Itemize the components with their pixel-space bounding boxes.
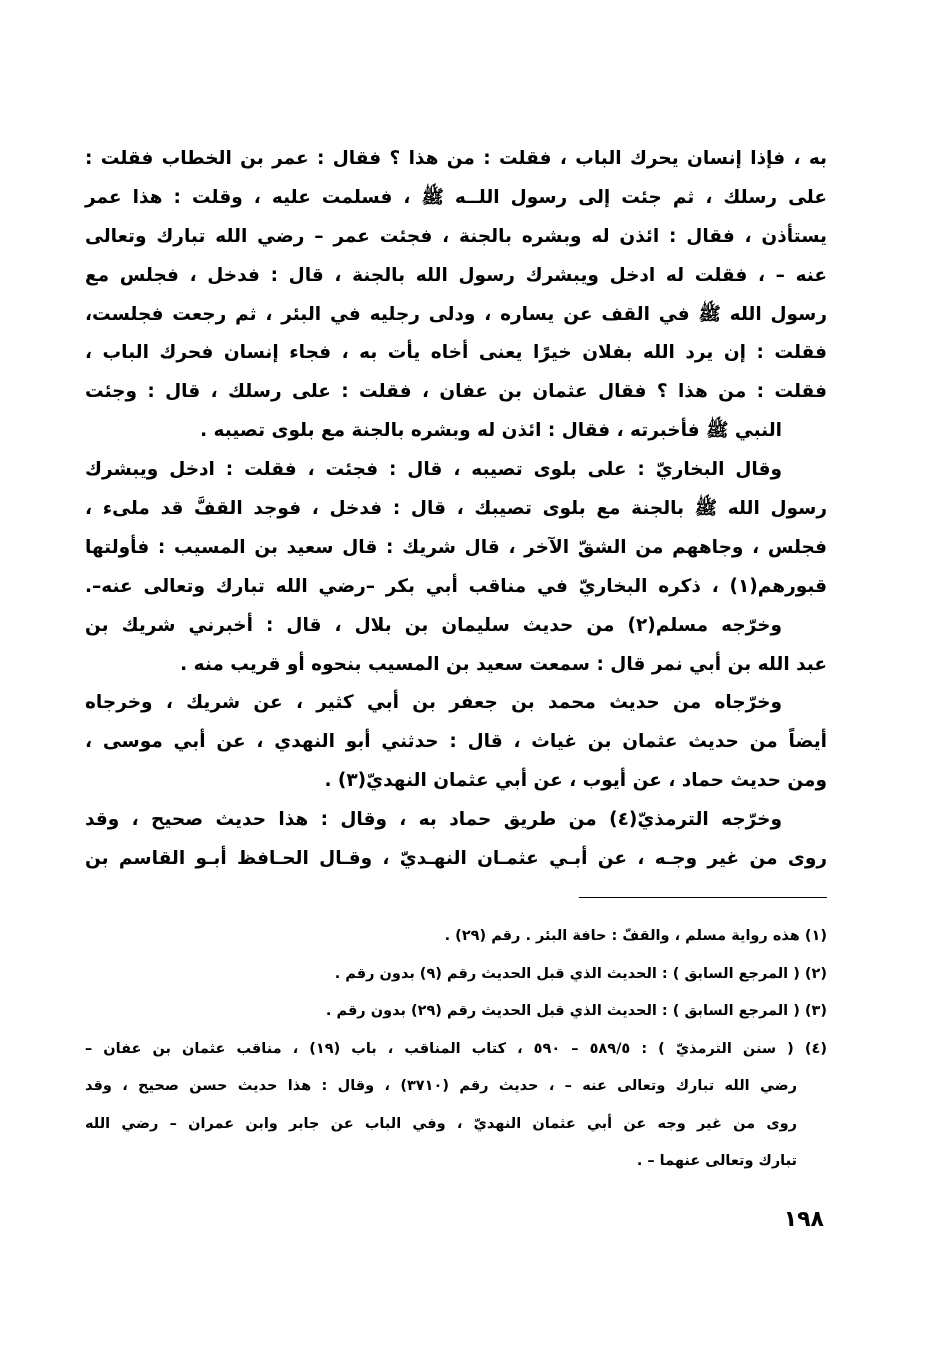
footnote-2: (٢) ( المرجع السابق ) : الحديث الذي قبل الحديث رقم (٩) بدون رقم .: [334, 965, 827, 982]
footnote-3: (٣) ( المرجع السابق ) : الحديث الذي قبل الحديث رقم (٢٩) بدون رقم .: [325, 1003, 827, 1019]
footnotes: [85, 918, 827, 1181]
footnote-4-continued: روى من غير وجه عن أبي عثمان النهديّ ، وفي الباب عن جابر وابن عمران – رضي الله: [85, 1115, 797, 1132]
footnote-4-continued: تبارك وتعالى عنهما – .: [636, 1153, 797, 1169]
text-line: يستأذن ، فقال : ائذن له وبشره بالجنة ، فجئت عمر – رضي الله تبارك وتعالى: [85, 225, 827, 247]
text-line: رسول الله ﷺ بالجنة مع بلوى تصيبك ، قال : فدخل ، فوجد القفَّ قد ملىء ،: [85, 498, 827, 520]
text-line: وخرّجاه من حديث محمد بن جعفر بن أبي كثير ، عن شريك ، وخرجاه: [85, 692, 782, 714]
text-line: فقلت : من هذا ؟ فقال عثمان بن عفان ، فقلت : على رسلك ، قال : وجئت: [85, 381, 827, 403]
text-line: قبورهم(١) ، ذكره البخاريّ في مناقب أبي بكر –رضي الله تبارك وتعالى عنه–.: [85, 575, 827, 597]
footnote-1: (١) هذه رواية مسلم ، والقفّ : حافة البئر . رقم (٢٩) .: [444, 928, 827, 944]
text-line: به ، فإذا إنسان يحرك الباب ، فقلت : من هذا ؟ فقال : عمر بن الخطاب فقلت :: [85, 148, 827, 169]
text-line: روى من غير وجـه ، عن أبـي عثمـان النهـديّ ، وقـال الحـافظ أبـو القاسم بن: [85, 848, 827, 870]
text-line: عنه – ، فقلت له ادخل ويبشرك رسول الله بالجنة ، قال : فدخل ، فجلس مع: [85, 264, 827, 286]
text-line: عبد الله بن أبي نمر قال : سمعت سعيد بن المسيب بنحوه أو قريب منه .: [180, 653, 827, 675]
text-line: على رسلك ، ثم جئت إلى رسول اللــه ﷺ ، فسلمت عليه ، وقلت : هذا عمر: [85, 186, 827, 208]
text-line: وخرّجه مسلم(٢) من حديث سليمان بن بلال ، قال : أخبرني شريك بن: [85, 614, 782, 636]
page-number: ١٩٨: [783, 1207, 824, 1232]
footnote-divider: [579, 897, 827, 898]
text-line: وقال البخاريّ : على بلوى تصيبه ، قال : فجئت ، فقلت : ادخل ويبشرك: [85, 459, 782, 481]
text-line: النبي ﷺ فأخبرته ، فقال : ائذن له وبشره بالجنة مع بلوى تصيبه .: [200, 420, 782, 442]
text-line: أيضاً من حديث عثمان بن غياث ، قال : حدثني أبو النهدي ، عن أبي موسى ،: [85, 731, 827, 753]
text-line: فجلس ، وجاههم من الشقّ الآخر ، قال شريك : قال سعيد بن المسيب : فأولتها: [85, 536, 827, 558]
footnote-4: (٤) ( سنن الترمذيّ ) : ٥٨٩/٥ – ٥٩٠ ، كتاب المناقب ، باب (١٩) ، مناقب عثمان بن عفان –: [85, 1040, 827, 1057]
text-line: ومن حديث حماد ، عن أيوب ، عن أبي عثمان النهديّ(٣) .: [324, 770, 827, 792]
text-line: فقلت : إن يرد الله بفلان خيرًا يعنى أخاه يأت به ، فجاء إنسان فحرك الباب ،: [85, 342, 827, 364]
text-line: وخرّجه الترمذيّ(٤) من طريق حماد به ، وقال : هذا حديث صحيح ، وقد: [85, 809, 783, 831]
footnote-4-continued: رضي الله تبارك وتعالى عنه – ، حديث رقم (٣٧١٠) ، وقال : هذا حديث حسن صحيح ، وقد: [85, 1078, 797, 1094]
text-line: رسول الله ﷺ في القف عن يساره ، ودلى رجليه في البئر ، ثم رجعت فجلست،: [85, 303, 827, 325]
main-text: [85, 140, 827, 879]
